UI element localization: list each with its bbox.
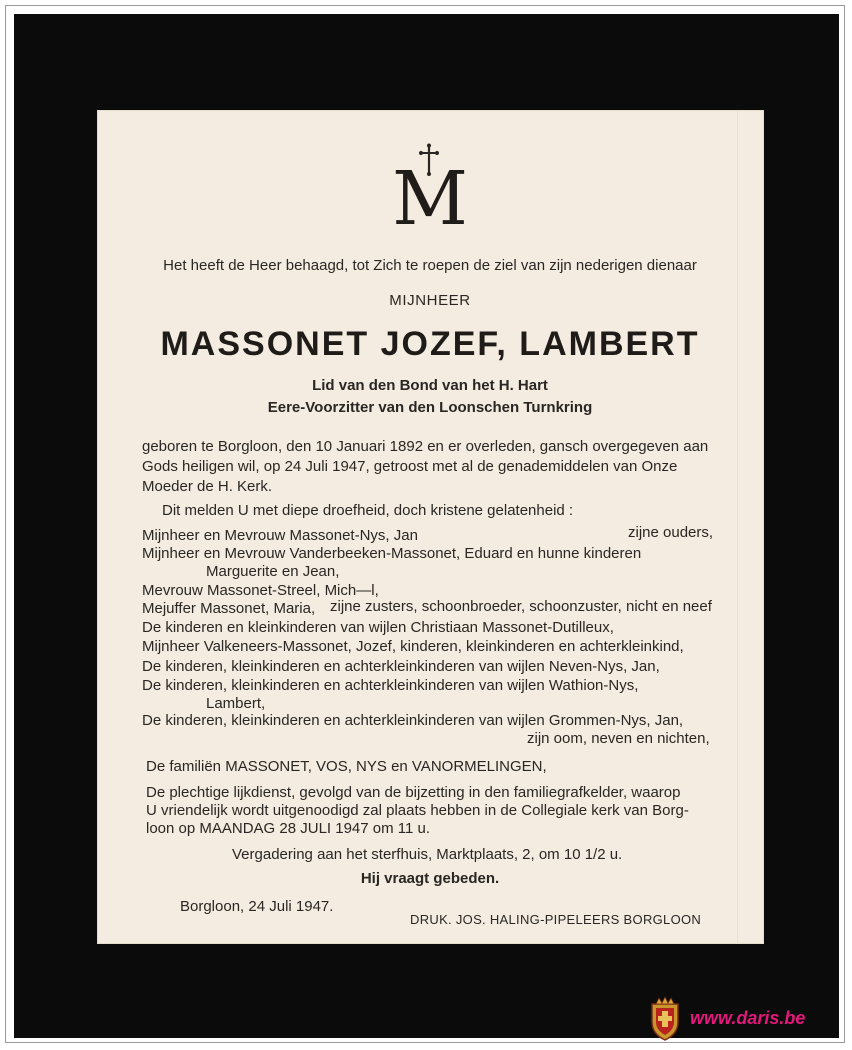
meeting-line: Vergadering aan het sterfhuis, Marktplaats, 2, om 10 1/2 u. (232, 846, 623, 863)
family-line: Mijnheer Valkeneers-Massonet, Jozef, kinderen, kleinkinderen en achterkleinkind, (142, 638, 684, 655)
place-date: Borgloon, 24 Juli 1947. (180, 898, 334, 915)
service-line-1: De plechtige lijkdienst, gevolgd van de bijzetting in den familiegrafkelder, waarop (146, 784, 681, 801)
cross-monogram-icon (390, 143, 470, 228)
intro-line: Het heeft de Heer behaagd, tot Zich te roepen de ziel van zijn nederigen dienaar (163, 257, 697, 274)
family-line: Marguerite en Jean, (206, 563, 340, 580)
paper-fold (737, 110, 738, 944)
prayer-line: Hij vraagt gebeden. (360, 870, 500, 887)
families-line: De familiën MASSONET, VOS, NYS en VANORMELINGEN, (146, 758, 547, 775)
birth-line-3: Moeder de H. Kerk. (142, 478, 273, 495)
family-line: Mejuffer Massonet, Maria, (142, 600, 316, 617)
family-line: Mijnheer en Mevrouw Massonet-Nys, Jan (142, 527, 418, 544)
family-line: De kinderen, kleinkinderen en achterkleinkinderen van wijlen Grommen-Nys, Jan, (142, 712, 684, 729)
birth-line-1: geboren te Borgloon, den 10 Januari 1892 en er overleden, gansch overgegeven aan (142, 438, 709, 455)
service-line-2: U vriendelijk wordt uitgenoodigd zal plaats hebben in de Collegiale kerk van Borg- (146, 802, 689, 819)
service-line-3: loon op MAANDAG 28 JULI 1947 om 11 u. (146, 820, 431, 837)
family-line: De kinderen en kleinkinderen van wijlen Christiaan Massonet-Dutilleux, (142, 619, 614, 636)
family-relation: zijne zusters, schoonbroeder, schoonzuster, nicht en neef (330, 598, 712, 615)
deceased-name: MASSONET JOZEF, LAMBERT (160, 325, 700, 363)
family-line: De kinderen, kleinkinderen en achterkleinkinderen van wijlen Wathion-Nys, (142, 677, 639, 694)
role-line-2: Eere-Voorzitter van den Loonschen Turnkring (267, 399, 593, 416)
family-line: Mevrouw Massonet-Streel, Mich—l, (142, 582, 379, 599)
family-relation: zijn oom, neven en nichten, (527, 730, 710, 747)
family-line: De kinderen, kleinkinderen en achterkleinkinderen van wijlen Neven-Nys, Jan, (142, 658, 660, 675)
monogram-letter: M (392, 156, 468, 228)
printer-line: DRUK. JOS. HALING-PIPELEERS BORGLOON (410, 912, 702, 927)
coat-of-arms-icon (648, 996, 682, 1042)
birth-line-2: Gods heiligen wil, op 24 Juli 1947, getroost met al de genademiddelen van Onze (142, 458, 678, 475)
role-line-1: Lid van den Bond van het H. Hart (312, 377, 548, 394)
family-line: Lambert, (206, 695, 266, 712)
family-line: Mijnheer en Mevrouw Vanderbeeken-Massonet, Eduard en hunne kinderen (142, 545, 642, 562)
honorific: MIJNHEER (389, 292, 471, 309)
announce-line: Dit melden U met diepe droefheid, doch kristene gelatenheid : (162, 502, 574, 519)
family-relation: zijne ouders, (628, 524, 714, 541)
watermark-site[interactable]: www.daris.be (690, 1008, 806, 1028)
